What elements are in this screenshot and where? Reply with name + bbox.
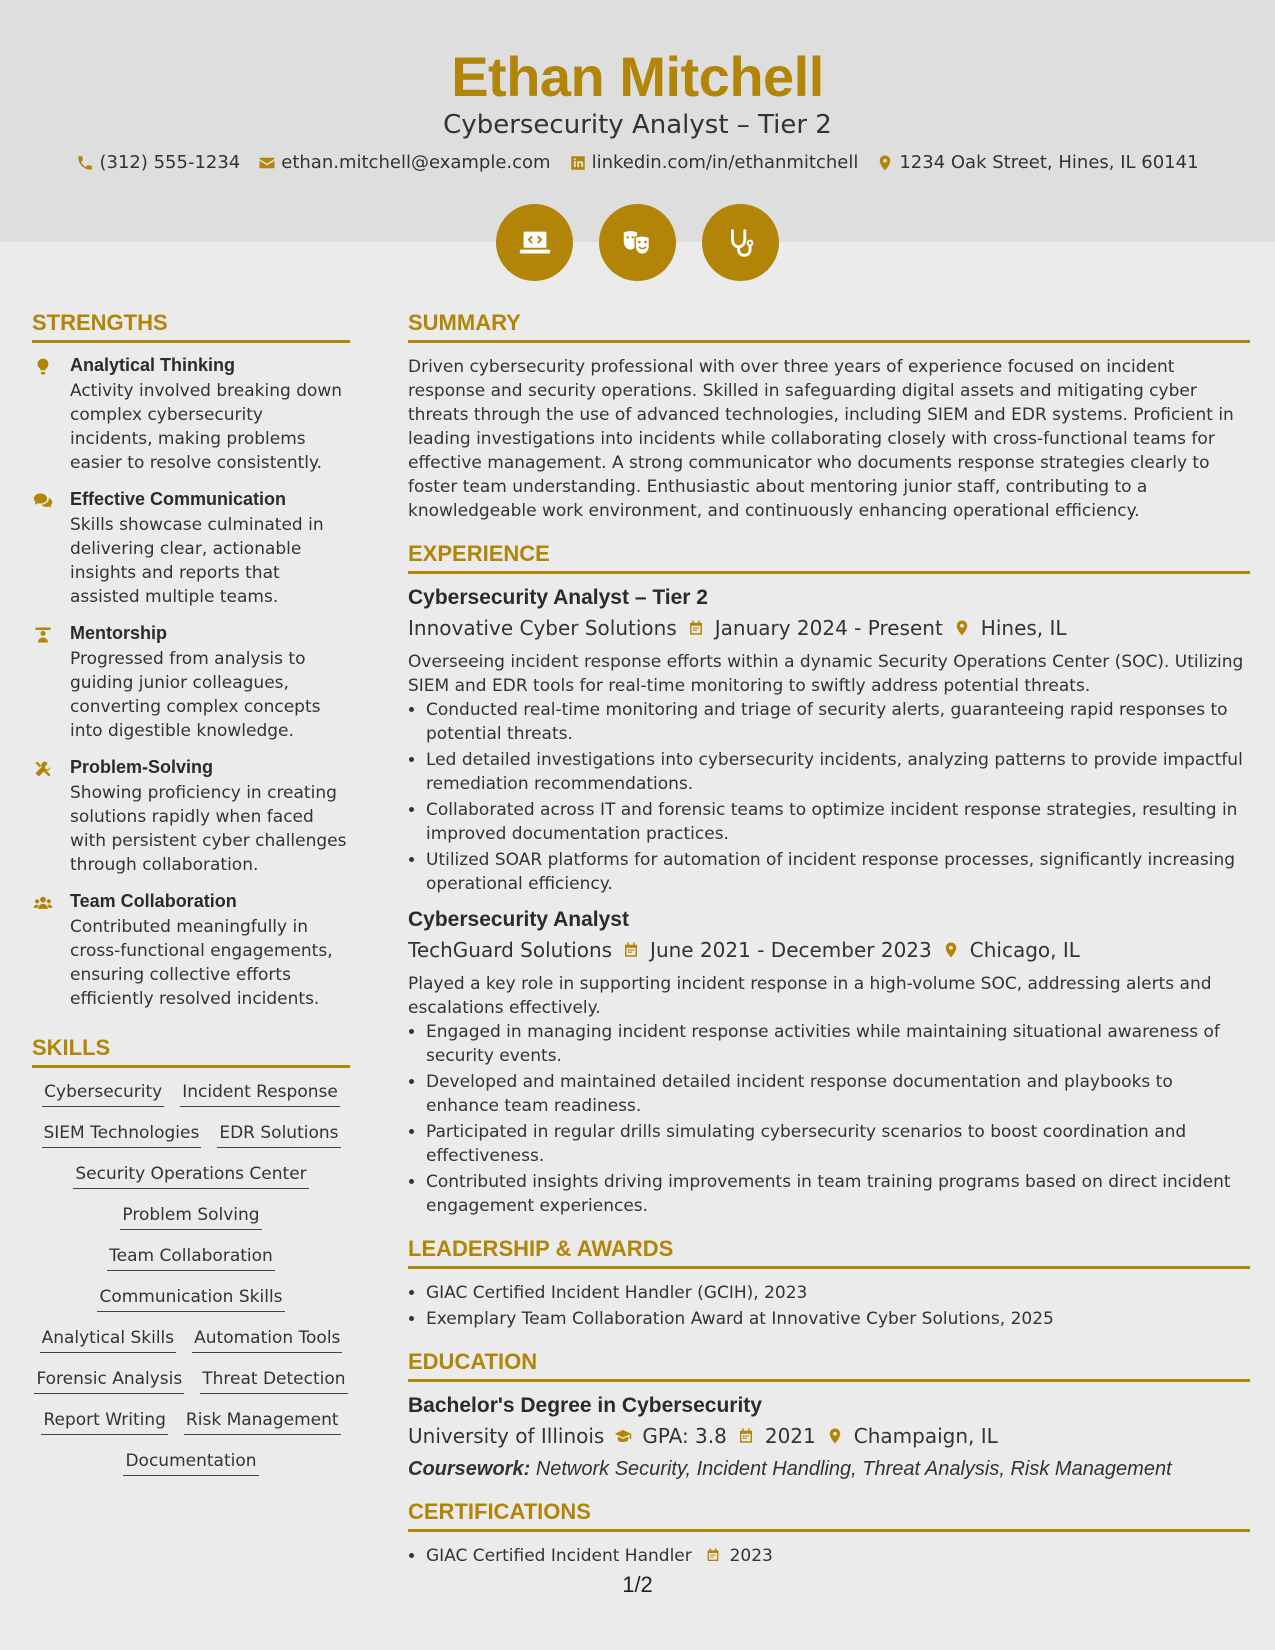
laptop-code-badge <box>496 204 573 281</box>
skill-tag: Team Collaboration <box>107 1244 275 1271</box>
job-location: Chicago, IL <box>969 938 1080 962</box>
skill-tag: Threat Detection <box>200 1367 347 1394</box>
job-bullet: • Developed and maintained detailed incident response documentation and playbooks to enhance team readiness. <box>426 1070 1250 1118</box>
job-description: Overseeing incident response efforts within a dynamic Security Operations Center (SOC). Utilizing SIEM and EDR tools for real-time monitoring to swiftly address potential threats. <box>408 652 1244 696</box>
job-meta <box>408 938 1250 962</box>
calendar-icon <box>737 1427 755 1445</box>
phone-icon <box>76 154 94 172</box>
job-title: Cybersecurity Analyst <box>408 908 629 931</box>
school-name: University of Illinois <box>408 1424 605 1448</box>
education-meta <box>408 1424 1250 1448</box>
tools-icon <box>32 759 54 779</box>
calendar-icon <box>705 1547 721 1563</box>
coursework-list: Network Security, Incident Handling, Threat Analysis, Risk Management <box>535 1458 1172 1480</box>
skill-tag: Incident Response <box>180 1080 340 1107</box>
calendar-icon <box>687 619 705 637</box>
skills-list <box>32 1080 350 1476</box>
job-bullets <box>408 698 1250 896</box>
job-dates: January 2024 - Present <box>714 616 943 640</box>
strength-title: Analytical Thinking <box>70 355 236 375</box>
contact-bar <box>0 152 1275 173</box>
job-title: Cybersecurity Analyst – Tier 2 <box>408 586 708 609</box>
job-bullet: • Led detailed investigations into cybersecurity incidents, analyzing patterns to provide impactful remediation recommendations. <box>426 748 1250 796</box>
summary-heading: SUMMARY <box>408 310 1250 343</box>
leadership-list <box>408 1281 1250 1331</box>
lightbulb-icon <box>32 357 54 377</box>
job-meta <box>408 616 1250 640</box>
strength-title: Effective Communication <box>70 489 287 509</box>
contact-email[interactable]: ethan.mitchell@example.com <box>258 152 550 173</box>
contact-linkedin[interactable]: linkedin.com/in/ethanmitchell <box>569 152 859 173</box>
gpa: GPA: 3.8 <box>642 1424 727 1448</box>
location-icon <box>942 941 960 959</box>
strength-title: Mentorship <box>70 623 167 643</box>
strength-title: Problem-Solving <box>70 757 214 777</box>
stethoscope-badge <box>702 204 779 281</box>
strength-item <box>32 757 350 877</box>
location-icon <box>953 619 971 637</box>
skill-tag: Report Writing <box>41 1408 167 1435</box>
strength-item <box>32 891 350 1011</box>
users-icon <box>32 893 54 913</box>
job-bullets <box>408 1020 1250 1218</box>
award-item: • GIAC Certified Incident Handler (GCIH), 2023 <box>426 1281 1250 1305</box>
skill-tag: Risk Management <box>184 1408 341 1435</box>
location-icon <box>876 154 894 172</box>
calendar-icon <box>622 941 640 959</box>
skill-tag: Communication Skills <box>97 1285 284 1312</box>
contact-phone[interactable]: (312) 555-1234 <box>76 152 240 173</box>
job-bullet: • Participated in regular drills simulating cybersecurity scenarios to boost coordination and effectiveness. <box>426 1120 1250 1168</box>
experience-heading: EXPERIENCE <box>408 541 1250 574</box>
job-bullet: • Engaged in managing incident response activities while maintaining situational awareness of security events. <box>426 1020 1250 1068</box>
job-bullet: • Utilized SOAR platforms for automation of incident response processes, significantly increasing operational efficiency. <box>426 848 1250 896</box>
job-entry <box>408 908 1250 1218</box>
certification-name: GIAC Certified Incident Handler <box>426 1546 692 1566</box>
job-description: Played a key role in supporting incident response in a high-volume SOC, addressing alerts and escalations effectively. <box>408 974 1212 1018</box>
certification-year: 2023 <box>729 1546 773 1566</box>
laptop-code-icon <box>516 224 554 262</box>
degree-title: Bachelor's Degree in Cybersecurity <box>408 1394 762 1417</box>
skills-heading: SKILLS <box>32 1035 350 1068</box>
school-location: Champaign, IL <box>853 1424 998 1448</box>
certifications-heading: CERTIFICATIONS <box>408 1499 1250 1532</box>
skill-tag: Problem Solving <box>120 1203 261 1230</box>
strength-desc: Progressed from analysis to guiding junior colleagues, converting complex concepts into digestible knowledge. <box>70 649 321 741</box>
strength-desc: Contributed meaningfully in cross-functional engagements, ensuring collective efforts efficiently resolved incidents. <box>70 917 333 1009</box>
skill-tag: Analytical Skills <box>40 1326 177 1353</box>
certification-list <box>408 1544 1250 1568</box>
strength-desc: Skills showcase culminated in delivering clear, actionable insights and reports that assisted multiple teams. <box>70 515 324 607</box>
strength-item <box>32 489 350 609</box>
job-dates: June 2021 - December 2023 <box>650 938 932 962</box>
job-company: Innovative Cyber Solutions <box>408 616 677 640</box>
strength-title: Team Collaboration <box>70 891 237 911</box>
job-bullet: • Contributed insights driving improvements in team training programs based on direct incident engagement experiences. <box>426 1170 1250 1218</box>
strength-item <box>32 355 350 475</box>
coursework-label: Coursework: <box>408 1458 531 1480</box>
email-icon <box>258 154 276 172</box>
coursework <box>408 1458 1250 1481</box>
job-bullet: • Collaborated across IT and forensic teams to optimize incident response strategies, resulting in improved documentation practices. <box>426 798 1250 846</box>
skill-tag: Cybersecurity <box>42 1080 164 1107</box>
skill-tag: Forensic Analysis <box>34 1367 184 1394</box>
right-column <box>408 310 1250 1580</box>
job-company: TechGuard Solutions <box>408 938 613 962</box>
strength-item <box>32 623 350 743</box>
skill-tag: Security Operations Center <box>73 1162 308 1189</box>
left-column <box>32 310 350 1476</box>
skill-tag: SIEM Technologies <box>42 1121 202 1148</box>
candidate-name: Ethan Mitchell <box>451 45 824 108</box>
certification-item <box>426 1544 1250 1568</box>
job-entry <box>408 586 1250 896</box>
skill-tag: Automation Tools <box>192 1326 342 1353</box>
leadership-heading: LEADERSHIP & AWARDS <box>408 1236 1250 1269</box>
page-number: 1/2 <box>622 1572 653 1597</box>
teacher-icon <box>32 625 54 645</box>
linkedin-icon <box>569 154 587 172</box>
location-icon <box>826 1427 844 1445</box>
summary-text: Driven cybersecurity professional with over three years of experience focused on incident response and security operations. Skilled in safeguarding digital assets and mitigating cyber threats through the use of advanced technologies, including SIEM and EDR systems. Proficient in leading investigations into incidents while collaborating closely with cross-functional teams for effective management. A strong communicator who documents response strategies clearly to foster team understanding. Enthusiastic about mentoring junior staff, contributing to a knowledgeable work environment, and continuously enhancing operational efficiency. <box>408 357 1234 521</box>
candidate-title: Cybersecurity Analyst – Tier 2 <box>443 110 832 140</box>
strength-desc: Activity involved breaking down complex cybersecurity incidents, making problems easier to resolve consistently. <box>70 381 343 473</box>
job-location: Hines, IL <box>980 616 1067 640</box>
strength-desc: Showing proficiency in creating solutions rapidly when faced with persistent cyber challenges through collaboration. <box>70 783 347 875</box>
graduation-cap-icon <box>614 1427 632 1445</box>
skill-tag: Documentation <box>123 1449 258 1476</box>
award-item: • Exemplary Team Collaboration Award at Innovative Cyber Solutions, 2025 <box>426 1307 1250 1331</box>
interest-badges <box>0 204 1275 281</box>
strengths-heading: STRENGTHS <box>32 310 350 343</box>
contact-address: 1234 Oak Street, Hines, IL 60141 <box>876 152 1198 173</box>
theater-masks-icon <box>619 224 657 262</box>
graduation-year: 2021 <box>764 1424 816 1448</box>
skill-tag: EDR Solutions <box>217 1121 340 1148</box>
job-bullet: • Conducted real-time monitoring and triage of security alerts, guaranteeing rapid responses to potential threats. <box>426 698 1250 746</box>
theater-masks-badge <box>599 204 676 281</box>
education-heading: EDUCATION <box>408 1349 1250 1382</box>
comments-icon <box>32 491 54 511</box>
stethoscope-icon <box>722 224 760 262</box>
